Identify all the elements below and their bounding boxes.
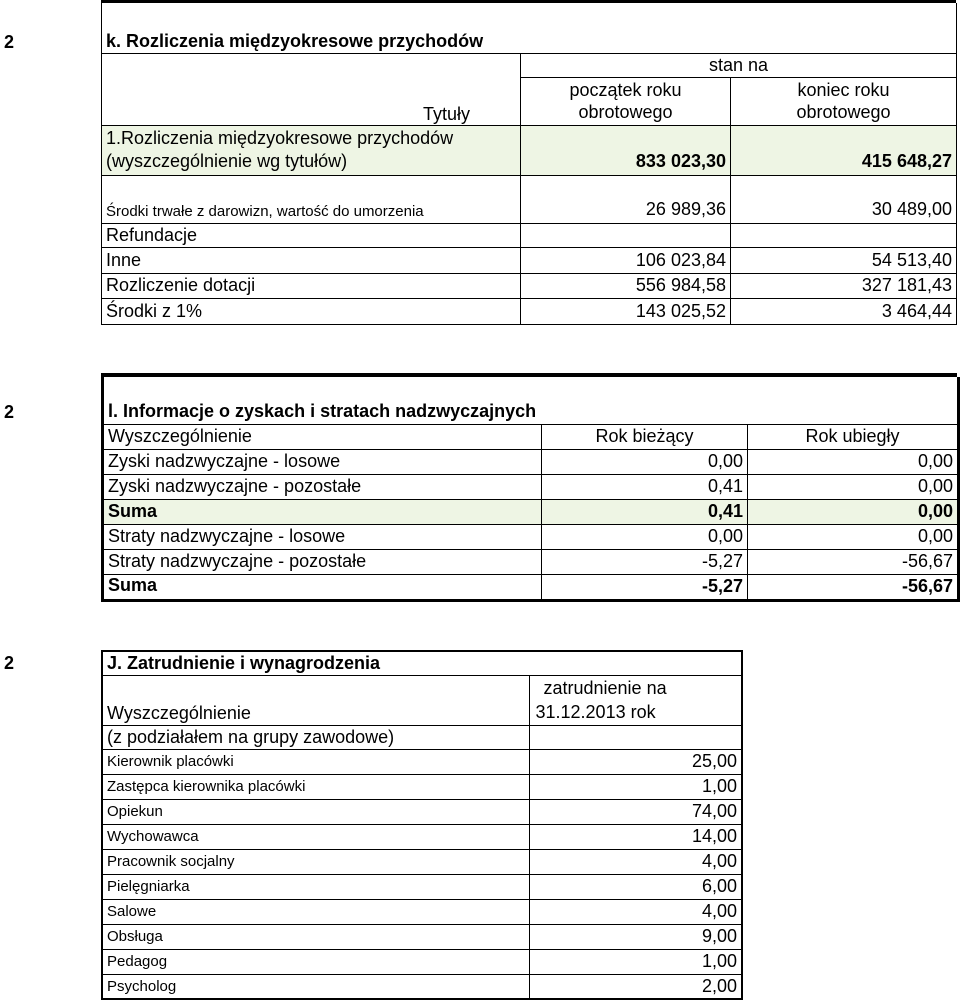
table-row xyxy=(102,974,742,999)
row-label: Zastępca kierownika placówki xyxy=(102,774,529,799)
section-j-title: J. Zatrudnienie i wynagrodzenia xyxy=(102,651,742,675)
section-l-table xyxy=(101,377,960,602)
table-row xyxy=(102,298,957,324)
section-l-title: l. Informacje o zyskach i stratach nadzwyczajnych xyxy=(103,377,959,424)
table-row xyxy=(103,549,959,574)
row-label: Kierownik placówki xyxy=(102,749,529,774)
row-value-start xyxy=(521,223,731,247)
header-koniec-roku: koniec roku obrotowego xyxy=(731,77,957,125)
table-row xyxy=(102,175,957,223)
row-label: Rozliczenie dotacji xyxy=(102,273,521,298)
row-label: Psycholog xyxy=(102,974,529,999)
header-wyszczegolnienie: Wyszczególnienie xyxy=(102,675,529,725)
row-value-start: 106 023,84 xyxy=(521,247,731,273)
section-k-number: 2 xyxy=(4,32,15,52)
row-value-end: 3 464,44 xyxy=(731,298,957,324)
row-label: Pedagog xyxy=(102,949,529,974)
total-label: 1.Rozliczenia międzyokresowe przychodów (wyszczególnienie wg tytułów) xyxy=(102,125,521,175)
row-value-start: 26 989,36 xyxy=(521,175,731,223)
row-value-current: 0,41 xyxy=(542,474,748,499)
table-row xyxy=(103,474,959,499)
row-value-previous: 0,00 xyxy=(748,474,959,499)
row-label: Obsługa xyxy=(102,924,529,949)
row-label: Pielęgniarka xyxy=(102,874,529,899)
table-row xyxy=(102,774,742,799)
row-value: 4,00 xyxy=(529,849,742,874)
header-rok-ubiegly: Rok ubiegły xyxy=(748,424,959,449)
row-value-previous: 0,00 xyxy=(748,449,959,474)
table-row xyxy=(102,824,742,849)
row-value: 6,00 xyxy=(529,874,742,899)
row-value-previous: 0,00 xyxy=(748,524,959,549)
total-value-start: 833 023,30 xyxy=(521,125,731,175)
section-j-table xyxy=(101,650,743,1000)
row-value-current: 0,00 xyxy=(542,524,748,549)
row-value: 1,00 xyxy=(529,774,742,799)
row-value-start: 556 984,58 xyxy=(521,273,731,298)
header-grupy-zawodowe: (z podziałałem na grupy zawodowe) xyxy=(102,725,529,749)
row-value-start: 143 025,52 xyxy=(521,298,731,324)
row-label: Zyski nadzwyczajne - pozostałe xyxy=(103,474,542,499)
row-value-current: 0,00 xyxy=(542,449,748,474)
row-label: Wychowawca xyxy=(102,824,529,849)
table-row xyxy=(102,899,742,924)
row-label: Opiekun xyxy=(102,799,529,824)
row-label: Środki trwałe z darowizn, wartość do umorzenia xyxy=(102,175,521,223)
row-value-end: 30 489,00 xyxy=(731,175,957,223)
row-value: 1,00 xyxy=(529,949,742,974)
table-row xyxy=(102,223,957,247)
header-tytuly: Tytuły xyxy=(102,77,521,125)
section-j-number: 2 xyxy=(4,653,15,673)
row-label: Straty nadzwyczajne - losowe xyxy=(103,524,542,549)
table-row xyxy=(103,449,959,474)
row-value-end xyxy=(731,223,957,247)
row-value-current: -5,27 xyxy=(542,549,748,574)
row-value-end: 327 181,43 xyxy=(731,273,957,298)
table-row xyxy=(102,273,957,298)
row-value: 14,00 xyxy=(529,824,742,849)
table-row xyxy=(102,749,742,774)
table-row xyxy=(102,874,742,899)
sum-row xyxy=(103,499,959,524)
header-poczatek-roku: początek roku obrotowego xyxy=(521,77,731,125)
row-value-previous: -56,67 xyxy=(748,549,959,574)
total-value-end: 415 648,27 xyxy=(731,125,957,175)
row-value-end: 54 513,40 xyxy=(731,247,957,273)
header-wyszczegolnienie: Wyszczególnienie xyxy=(103,424,542,449)
header-rok-biezacy: Rok bieżący xyxy=(542,424,748,449)
row-value: 2,00 xyxy=(529,974,742,999)
table-row xyxy=(102,247,957,273)
row-label: Suma xyxy=(103,574,542,600)
row-label: Inne xyxy=(102,247,521,273)
table-row xyxy=(103,524,959,549)
row-label: Salowe xyxy=(102,899,529,924)
row-label: Środki z 1% xyxy=(102,298,521,324)
section-k-title: k. Rozliczenia międzyokresowe przychodów xyxy=(102,3,957,53)
table-row xyxy=(102,949,742,974)
row-value: 74,00 xyxy=(529,799,742,824)
row-label: Refundacje xyxy=(102,223,521,247)
table-row xyxy=(102,799,742,824)
row-label: Zyski nadzwyczajne - losowe xyxy=(103,449,542,474)
table-row xyxy=(102,849,742,874)
row-label: Pracownik socjalny xyxy=(102,849,529,874)
row-label: Suma xyxy=(103,499,542,524)
row-value-current: 0,41 xyxy=(542,499,748,524)
header-stan-na: stan na xyxy=(521,53,957,77)
row-value-previous: -56,67 xyxy=(748,574,959,600)
row-value-previous: 0,00 xyxy=(748,499,959,524)
section-k-table xyxy=(101,3,957,325)
sum-row xyxy=(103,574,959,600)
row-value: 25,00 xyxy=(529,749,742,774)
header-zatrudnienie: zatrudnienie na 31.12.2013 rok xyxy=(529,675,742,725)
row-value-current: -5,27 xyxy=(542,574,748,600)
table-row xyxy=(102,924,742,949)
row-label: Straty nadzwyczajne - pozostałe xyxy=(103,549,542,574)
row-value: 9,00 xyxy=(529,924,742,949)
row-value: 4,00 xyxy=(529,899,742,924)
section-l-number: 2 xyxy=(4,402,15,422)
